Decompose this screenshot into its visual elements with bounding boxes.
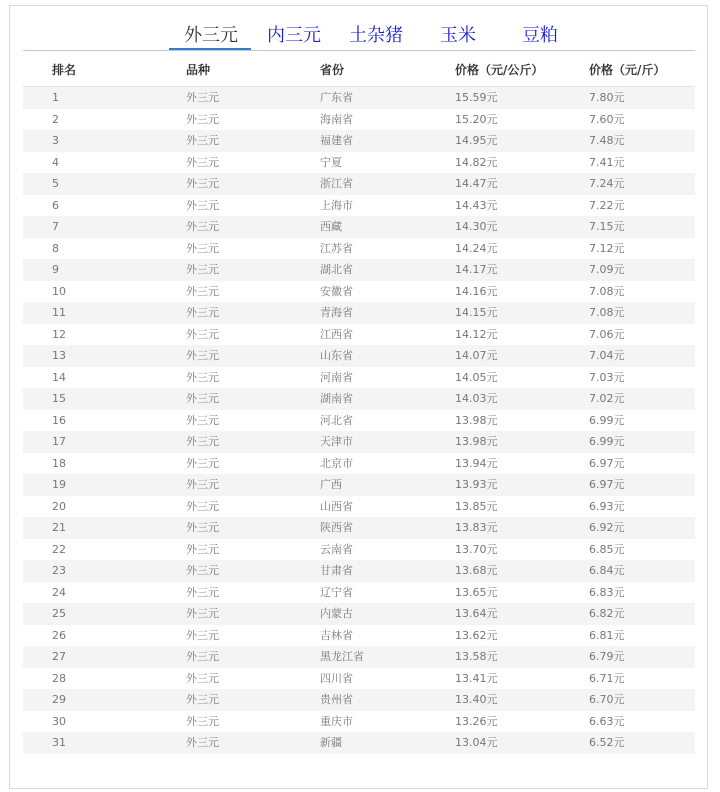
- price-kg-cell: 13.98元: [455, 413, 498, 427]
- price-jin-cell: 7.12元: [589, 241, 625, 255]
- variety-cell: 外三元: [186, 263, 219, 276]
- province-cell: 广东省: [320, 91, 353, 104]
- rank-cell: 3: [52, 134, 59, 147]
- table-row: [23, 517, 695, 539]
- price-kg-cell: 13.85元: [455, 499, 498, 513]
- price-jin-cell: 6.83元: [589, 585, 625, 599]
- price-jin-cell: 6.63元: [589, 714, 625, 728]
- price-kg-cell: 14.17元: [455, 263, 498, 276]
- variety-cell: 外三元: [186, 284, 219, 298]
- rank-cell: 4: [52, 155, 59, 169]
- price-jin-cell: 7.15元: [589, 220, 625, 233]
- variety-cell: 外三元: [186, 349, 219, 362]
- price-jin-cell: 7.22元: [589, 198, 625, 212]
- variety-cell: 外三元: [186, 413, 219, 427]
- price-kg-cell: 14.07元: [455, 349, 498, 362]
- rank-cell: 2: [52, 112, 59, 126]
- tab-dou-po[interactable]: 豆粕: [522, 25, 558, 46]
- variety-cell: 外三元: [186, 241, 219, 255]
- rank-cell: 1: [52, 91, 59, 104]
- header-price-per-kg: 价格（元/公斤）: [455, 63, 544, 77]
- province-cell: 甘肃省: [320, 564, 353, 577]
- province-cell: 天津市: [320, 435, 353, 448]
- province-cell: 福建省: [320, 134, 353, 147]
- variety-cell: 外三元: [186, 327, 219, 341]
- rank-cell: 22: [52, 542, 66, 556]
- price-jin-cell: 7.08元: [589, 306, 625, 319]
- table-row: [23, 388, 695, 410]
- province-cell: 贵州省: [320, 693, 353, 706]
- price-kg-cell: 14.43元: [455, 198, 498, 212]
- table-row: [23, 281, 695, 303]
- rank-cell: 30: [52, 714, 66, 728]
- province-cell: 西藏: [320, 220, 342, 233]
- province-cell: 云南省: [320, 542, 353, 556]
- table-body: [23, 87, 695, 754]
- rank-cell: 13: [52, 349, 66, 362]
- rank-cell: 27: [52, 650, 66, 663]
- rank-cell: 12: [52, 327, 66, 341]
- variety-cell: 外三元: [186, 91, 219, 104]
- price-kg-cell: 13.64元: [455, 607, 498, 620]
- price-jin-cell: 7.03元: [589, 370, 625, 384]
- table-row: [23, 431, 695, 453]
- price-jin-cell: 6.84元: [589, 564, 625, 577]
- variety-cell: 外三元: [186, 112, 219, 126]
- price-jin-cell: 7.06元: [589, 327, 625, 341]
- province-cell: 江西省: [320, 327, 353, 341]
- price-jin-cell: 7.09元: [589, 263, 625, 276]
- table-row: [23, 539, 695, 561]
- price-jin-cell: 6.93元: [589, 499, 625, 513]
- price-jin-cell: 6.82元: [589, 607, 625, 620]
- price-kg-cell: 13.94元: [455, 456, 498, 470]
- variety-cell: 外三元: [186, 306, 219, 319]
- table-row: [23, 345, 695, 367]
- rank-cell: 24: [52, 585, 66, 599]
- price-kg-cell: 13.98元: [455, 435, 498, 448]
- province-cell: 宁夏: [320, 155, 342, 169]
- variety-cell: 外三元: [186, 628, 219, 642]
- variety-cell: 外三元: [186, 542, 219, 556]
- price-jin-cell: 6.99元: [589, 435, 625, 448]
- rank-cell: 9: [52, 263, 59, 276]
- table-row: [23, 367, 695, 389]
- province-cell: 湖北省: [320, 263, 353, 276]
- variety-cell: 外三元: [186, 671, 219, 685]
- variety-cell: 外三元: [186, 392, 219, 405]
- price-kg-cell: 14.03元: [455, 392, 498, 405]
- price-jin-cell: 7.60元: [589, 112, 625, 126]
- price-kg-cell: 14.12元: [455, 327, 498, 341]
- price-kg-cell: 13.83元: [455, 521, 498, 534]
- table-row: [23, 152, 695, 174]
- table-row: [23, 324, 695, 346]
- price-jin-cell: 7.04元: [589, 349, 625, 362]
- price-kg-cell: 13.93元: [455, 478, 498, 491]
- price-jin-cell: 7.48元: [589, 134, 625, 147]
- price-ranking-panel: [9, 5, 708, 789]
- province-cell: 河北省: [320, 413, 353, 427]
- rank-cell: 20: [52, 499, 66, 513]
- table-row: [23, 87, 695, 109]
- price-jin-cell: 6.81元: [589, 628, 625, 642]
- rank-cell: 18: [52, 456, 66, 470]
- province-cell: 山东省: [320, 349, 353, 362]
- table-row: [23, 173, 695, 195]
- rank-cell: 15: [52, 392, 66, 405]
- table-row: [23, 453, 695, 475]
- table-row: [23, 216, 695, 238]
- price-jin-cell: 6.71元: [589, 671, 625, 685]
- price-jin-cell: 7.80元: [589, 91, 625, 104]
- price-kg-cell: 13.62元: [455, 628, 498, 642]
- table-row: [23, 410, 695, 432]
- rank-cell: 14: [52, 370, 66, 384]
- table-row: [23, 496, 695, 518]
- price-kg-cell: 14.15元: [455, 306, 498, 319]
- tab-nei-san-yuan[interactable]: 内三元: [267, 25, 321, 46]
- variety-cell: 外三元: [186, 370, 219, 384]
- variety-cell: 外三元: [186, 478, 219, 491]
- province-cell: 辽宁省: [320, 585, 353, 599]
- province-cell: 山西省: [320, 499, 353, 513]
- table-row: [23, 711, 695, 733]
- variety-cell: 外三元: [186, 198, 219, 212]
- price-kg-cell: 14.82元: [455, 155, 498, 169]
- price-jin-cell: 7.24元: [589, 177, 625, 190]
- table-row: [23, 302, 695, 324]
- table-row: [23, 195, 695, 217]
- variety-cell: 外三元: [186, 220, 219, 233]
- price-kg-cell: 14.05元: [455, 370, 498, 384]
- price-kg-cell: 13.26元: [455, 714, 498, 728]
- variety-cell: 外三元: [186, 714, 219, 728]
- rank-cell: 23: [52, 564, 66, 577]
- province-cell: 河南省: [320, 370, 353, 384]
- category-tabs: [23, 21, 695, 51]
- price-jin-cell: 6.70元: [589, 693, 625, 706]
- variety-cell: 外三元: [186, 736, 219, 749]
- rank-cell: 28: [52, 671, 66, 685]
- province-cell: 浙江省: [320, 177, 353, 190]
- table-row: [23, 474, 695, 496]
- price-jin-cell: 6.92元: [589, 521, 625, 534]
- price-kg-cell: 14.24元: [455, 241, 498, 255]
- rank-cell: 11: [52, 306, 66, 319]
- table-row: [23, 109, 695, 131]
- price-jin-cell: 6.85元: [589, 542, 625, 556]
- variety-cell: 外三元: [186, 564, 219, 577]
- variety-cell: 外三元: [186, 177, 219, 190]
- variety-cell: 外三元: [186, 650, 219, 663]
- rank-cell: 21: [52, 521, 66, 534]
- rank-cell: 6: [52, 198, 59, 212]
- table-row: [23, 238, 695, 260]
- price-kg-cell: 13.40元: [455, 693, 498, 706]
- province-cell: 黑龙江省: [320, 650, 364, 663]
- province-cell: 江苏省: [320, 241, 353, 255]
- price-kg-cell: 14.16元: [455, 284, 498, 298]
- price-kg-cell: 13.04元: [455, 736, 498, 749]
- variety-cell: 外三元: [186, 134, 219, 147]
- price-jin-cell: 7.02元: [589, 392, 625, 405]
- table-header: [23, 54, 695, 87]
- table-row: [23, 582, 695, 604]
- header-rank: 排名: [52, 63, 77, 77]
- table-row: [23, 668, 695, 690]
- price-jin-cell: 6.99元: [589, 413, 625, 427]
- tab-wai-san-yuan[interactable]: 外三元: [184, 25, 238, 46]
- rank-cell: 10: [52, 284, 66, 298]
- province-cell: 上海市: [320, 198, 353, 212]
- rank-cell: 25: [52, 607, 66, 620]
- price-kg-cell: 13.41元: [455, 671, 498, 685]
- rank-cell: 7: [52, 220, 59, 233]
- price-kg-cell: 14.95元: [455, 134, 498, 147]
- price-kg-cell: 13.70元: [455, 542, 498, 556]
- variety-cell: 外三元: [186, 435, 219, 448]
- price-jin-cell: 7.41元: [589, 155, 625, 169]
- tab-tu-za-zhu[interactable]: 土杂猪: [349, 25, 403, 46]
- variety-cell: 外三元: [186, 521, 219, 534]
- province-cell: 重庆市: [320, 714, 353, 728]
- rank-cell: 26: [52, 628, 66, 642]
- variety-cell: 外三元: [186, 585, 219, 599]
- header-price-per-jin: 价格（元/斤）: [589, 63, 666, 77]
- price-jin-cell: 6.97元: [589, 478, 625, 491]
- province-cell: 陕西省: [320, 521, 353, 534]
- price-table: [23, 54, 695, 754]
- price-kg-cell: 13.65元: [455, 585, 498, 599]
- variety-cell: 外三元: [186, 693, 219, 706]
- province-cell: 安徽省: [320, 284, 353, 298]
- price-kg-cell: 13.58元: [455, 650, 498, 663]
- province-cell: 海南省: [320, 112, 353, 126]
- price-jin-cell: 6.52元: [589, 736, 625, 749]
- price-kg-cell: 15.20元: [455, 112, 498, 126]
- province-cell: 北京市: [320, 456, 353, 470]
- table-row: [23, 560, 695, 582]
- rank-cell: 17: [52, 435, 66, 448]
- tab-yu-mi[interactable]: 玉米: [440, 25, 476, 46]
- variety-cell: 外三元: [186, 607, 219, 620]
- rank-cell: 31: [52, 736, 66, 749]
- table-row: [23, 603, 695, 625]
- price-kg-cell: 14.30元: [455, 220, 498, 233]
- rank-cell: 29: [52, 693, 66, 706]
- price-jin-cell: 6.79元: [589, 650, 625, 663]
- price-jin-cell: 6.97元: [589, 456, 625, 470]
- active-tab-underline: [169, 48, 251, 50]
- province-cell: 内蒙古: [320, 607, 353, 620]
- rank-cell: 19: [52, 478, 66, 491]
- variety-cell: 外三元: [186, 499, 219, 513]
- province-cell: 广西: [320, 478, 342, 491]
- table-row: [23, 259, 695, 281]
- rank-cell: 5: [52, 177, 59, 190]
- price-kg-cell: 13.68元: [455, 564, 498, 577]
- header-province: 省份: [320, 63, 345, 77]
- variety-cell: 外三元: [186, 456, 219, 470]
- price-kg-cell: 15.59元: [455, 91, 498, 104]
- province-cell: 新疆: [320, 736, 342, 749]
- province-cell: 吉林省: [320, 628, 353, 642]
- table-row: [23, 646, 695, 668]
- variety-cell: 外三元: [186, 155, 219, 169]
- table-row: [23, 689, 695, 711]
- table-row: [23, 130, 695, 152]
- price-kg-cell: 14.47元: [455, 177, 498, 190]
- rank-cell: 16: [52, 413, 66, 427]
- table-row: [23, 732, 695, 754]
- rank-cell: 8: [52, 241, 59, 255]
- price-jin-cell: 7.08元: [589, 284, 625, 298]
- province-cell: 湖南省: [320, 392, 353, 405]
- header-variety: 品种: [186, 63, 211, 77]
- province-cell: 四川省: [320, 671, 353, 685]
- province-cell: 青海省: [320, 306, 353, 319]
- table-row: [23, 625, 695, 647]
